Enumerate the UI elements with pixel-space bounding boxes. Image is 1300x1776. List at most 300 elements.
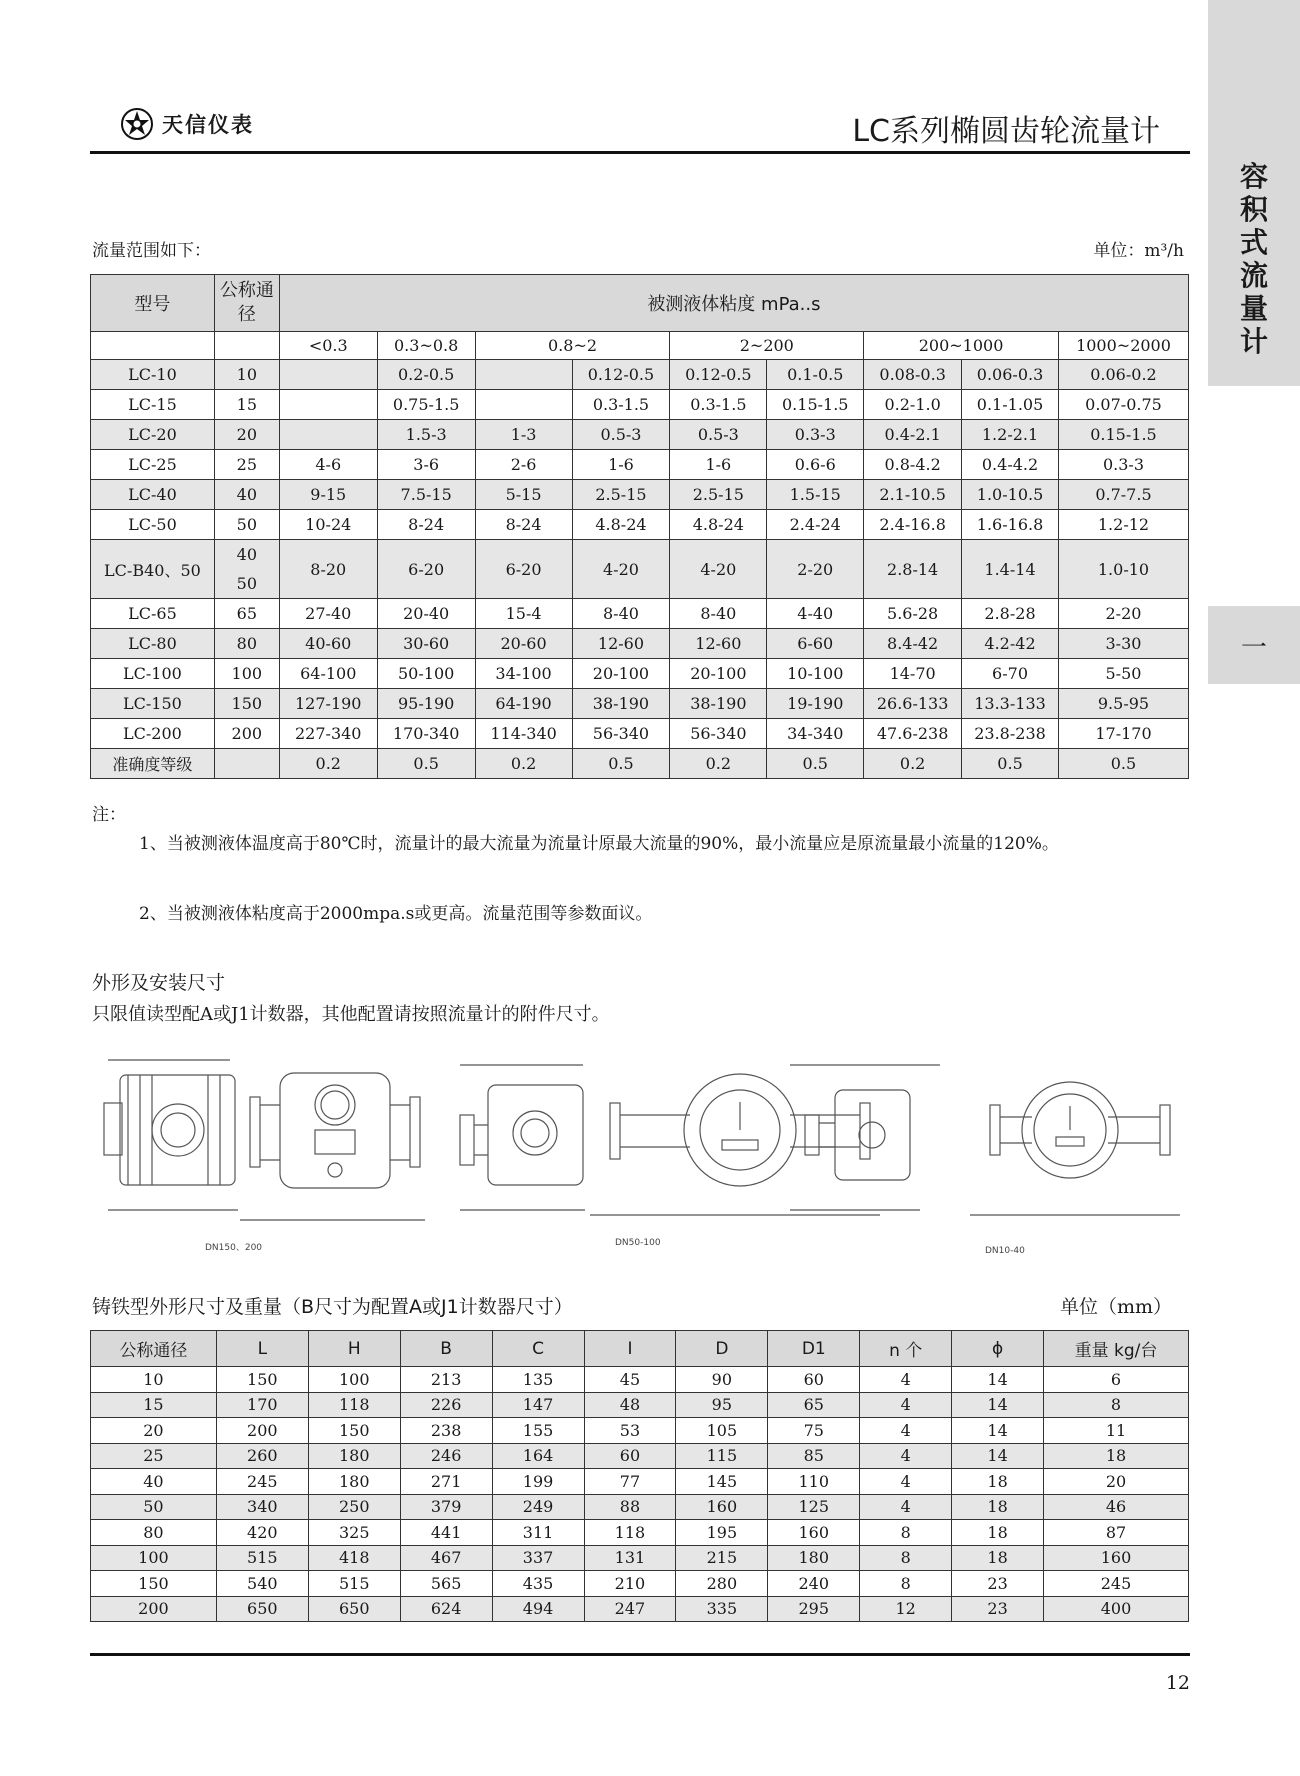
dims-cell: 199 — [492, 1469, 584, 1495]
flow-value-cell: 8-24 — [475, 510, 572, 540]
dn-cell — [214, 540, 279, 599]
dims-col-header: D — [676, 1331, 768, 1367]
dims-cell: 6 — [1044, 1367, 1189, 1393]
dims-cell: 150 — [308, 1418, 400, 1444]
dims-cell: 14 — [952, 1418, 1044, 1444]
dims-cell: 23 — [952, 1571, 1044, 1597]
dims-cell: 337 — [492, 1545, 584, 1571]
footer-divider — [90, 1653, 1190, 1656]
dims-cell: 60 — [768, 1367, 860, 1393]
flow-value-cell: 0.07-0.75 — [1058, 390, 1188, 420]
dims-cell: 515 — [216, 1545, 308, 1571]
dn-cell: 10 — [214, 360, 279, 390]
drawing-dn50-front — [590, 1074, 880, 1215]
model-cell: LC-150 — [91, 689, 215, 719]
table-row — [91, 1545, 1189, 1571]
dims-cell: 50 — [91, 1494, 217, 1520]
col-header-dn: 公称通径 — [214, 275, 279, 332]
flow-value-cell: 0.4-4.2 — [962, 450, 1059, 480]
dn-cell: 65 — [214, 599, 279, 629]
dims-cell: 110 — [768, 1469, 860, 1495]
table-row — [91, 599, 1189, 629]
flow-value-cell: 34-340 — [767, 719, 864, 749]
visc-range: 200~1000 — [864, 332, 1059, 360]
flow-value-cell: 4.2-42 — [962, 629, 1059, 659]
table-row — [91, 659, 1189, 689]
dn-cell: 50 — [214, 510, 279, 540]
flow-value-cell: 4.8-24 — [670, 510, 767, 540]
dims-cell: 18 — [952, 1520, 1044, 1546]
dims-cell: 226 — [400, 1392, 492, 1418]
flow-value-cell: 6-20 — [377, 540, 475, 599]
dn-cell: 15 — [214, 390, 279, 420]
dims-cell: 8 — [860, 1571, 952, 1597]
flow-value-cell: 0.4-2.1 — [864, 420, 962, 450]
flow-value-cell: 1.6-16.8 — [962, 510, 1059, 540]
flow-value-cell: 56-340 — [572, 719, 670, 749]
dims-cell: 88 — [584, 1494, 676, 1520]
flow-value-cell: 8-24 — [377, 510, 475, 540]
dims-cell: 18 — [1044, 1443, 1189, 1469]
dims-col-header: 公称通径 — [91, 1331, 217, 1367]
dims-cell: 14 — [952, 1367, 1044, 1393]
drawing-label: DN10-40 — [985, 1246, 1025, 1256]
dims-cell: 180 — [768, 1545, 860, 1571]
dims-cell: 100 — [91, 1545, 217, 1571]
flow-value-cell: 0.2-1.0 — [864, 390, 962, 420]
flow-value-cell: 15-4 — [475, 599, 572, 629]
visc-range: 2~200 — [670, 332, 864, 360]
dims-cell: 650 — [216, 1596, 308, 1622]
dims-cell: 11 — [1044, 1418, 1189, 1444]
flow-value-cell: 30-60 — [377, 629, 475, 659]
flow-value-cell: 10-24 — [279, 510, 377, 540]
table-row — [91, 1571, 1189, 1597]
flow-value-cell: 2.5-15 — [670, 480, 767, 510]
dims-heading: 外形及安装尺寸 — [92, 972, 226, 994]
flow-range-unit: 单位：m³/h — [1093, 241, 1184, 261]
dims-cell: 565 — [400, 1571, 492, 1597]
flow-value-cell: 38-190 — [572, 689, 670, 719]
flow-value-cell: 170-340 — [377, 719, 475, 749]
dims-col-header: 重量 kg/台 — [1044, 1331, 1189, 1367]
flow-value-cell: 12-60 — [572, 629, 670, 659]
flow-value-cell: 2-6 — [475, 450, 572, 480]
dims-cell: 250 — [308, 1494, 400, 1520]
dims-cell: 4 — [860, 1418, 952, 1444]
dims-cell: 77 — [584, 1469, 676, 1495]
flow-value-cell: 4-20 — [572, 540, 670, 599]
flow-value-cell: 2.8-28 — [962, 599, 1059, 629]
flow-value-cell: 12-60 — [670, 629, 767, 659]
flow-value-cell: 0.7-7.5 — [1058, 480, 1188, 510]
flow-value-cell: 34-100 — [475, 659, 572, 689]
header-divider — [90, 151, 1190, 154]
dims-cell: 18 — [952, 1469, 1044, 1495]
drawing-dn10-side — [790, 1065, 940, 1210]
table-row — [91, 450, 1189, 480]
dims-col-header: L — [216, 1331, 308, 1367]
flow-value-cell: 47.6-238 — [864, 719, 962, 749]
table-row — [91, 1443, 1189, 1469]
dims-cell: 85 — [768, 1443, 860, 1469]
dims-cell: 87 — [1044, 1520, 1189, 1546]
flow-value-cell: 13.3-133 — [962, 689, 1059, 719]
col-header-viscosity: 被测液体粘度 mPa..s — [279, 275, 1188, 332]
flow-value-cell: 64-100 — [279, 659, 377, 689]
flow-value-cell — [475, 390, 572, 420]
dims-note: 只限值读型配A或J1计数器，其他配置请按照流量计的附件尺寸。 — [92, 1004, 610, 1025]
flow-value-cell — [279, 360, 377, 390]
table-row — [91, 629, 1189, 659]
dims-col-header: n 个 — [860, 1331, 952, 1367]
table-row — [91, 719, 1189, 749]
flow-value-cell: 4-6 — [279, 450, 377, 480]
flow-value-cell: 26.6-133 — [864, 689, 962, 719]
flow-value-cell — [279, 420, 377, 450]
flow-value-cell: 0.5-3 — [670, 420, 767, 450]
flow-value-cell: 2.4-16.8 — [864, 510, 962, 540]
accuracy-value: 0.5 — [962, 749, 1059, 779]
flow-value-cell: 0.8-4.2 — [864, 450, 962, 480]
dims-cell: 160 — [676, 1494, 768, 1520]
dims-cell: 540 — [216, 1571, 308, 1597]
dims-cell: 150 — [91, 1571, 217, 1597]
dims-table-unit: 单位（mm） — [1059, 1296, 1172, 1318]
flow-value-cell: 20-100 — [670, 659, 767, 689]
dims-cell: 150 — [216, 1367, 308, 1393]
flow-value-cell: 6-20 — [475, 540, 572, 599]
note-item: 2、当被测液体粘度高于2000mpa.s或更高。流量范围等参数面议。 — [139, 904, 653, 924]
dims-cell: 65 — [768, 1392, 860, 1418]
flow-value-cell: 1.5-15 — [767, 480, 864, 510]
table-row — [91, 1392, 1189, 1418]
dims-cell: 435 — [492, 1571, 584, 1597]
flow-value-cell: 10-100 — [767, 659, 864, 689]
flow-value-cell: 1-6 — [572, 450, 670, 480]
flow-value-cell: 0.5-3 — [572, 420, 670, 450]
dims-cell: 25 — [91, 1443, 217, 1469]
page-number: 12 — [1165, 1672, 1190, 1694]
drawing-dn150-side — [104, 1060, 238, 1210]
dims-cell: 238 — [400, 1418, 492, 1444]
flow-value-cell: 20-60 — [475, 629, 572, 659]
flow-value-cell: 1.2-2.1 — [962, 420, 1059, 450]
flow-value-cell: 14-70 — [864, 659, 962, 689]
model-cell: LC-40 — [91, 480, 215, 510]
flow-value-cell: 0.6-6 — [767, 450, 864, 480]
drawing-label: DN50-100 — [615, 1238, 661, 1248]
dims-cell: 247 — [584, 1596, 676, 1622]
dims-cell: 46 — [1044, 1494, 1189, 1520]
dims-cell: 164 — [492, 1443, 584, 1469]
flow-value-cell: 2.5-15 — [572, 480, 670, 510]
flow-value-cell: 17-170 — [1058, 719, 1188, 749]
model-cell: LC-15 — [91, 390, 215, 420]
dims-cell: 20 — [1044, 1469, 1189, 1495]
dims-cell: 14 — [952, 1443, 1044, 1469]
dims-cell: 8 — [860, 1520, 952, 1546]
flow-value-cell: 2.8-14 — [864, 540, 962, 599]
col-header-model: 型号 — [91, 275, 215, 332]
flow-value-cell: 0.15-1.5 — [1058, 420, 1188, 450]
table-row — [91, 1520, 1189, 1546]
dims-cell: 295 — [768, 1596, 860, 1622]
dims-cell: 12 — [860, 1596, 952, 1622]
installation-drawings — [90, 1045, 1190, 1275]
model-cell: LC-25 — [91, 450, 215, 480]
flow-value-cell: 1.2-12 — [1058, 510, 1188, 540]
dims-cell: 200 — [216, 1418, 308, 1444]
dn-cell: 80 — [214, 629, 279, 659]
flow-value-cell: 2-20 — [767, 540, 864, 599]
dims-table-caption: 铸铁型外形尺寸及重量（B尺寸为配置A或J1计数器尺寸） — [92, 1296, 573, 1318]
flow-value-cell: 1.0-10 — [1058, 540, 1188, 599]
dims-cell: 467 — [400, 1545, 492, 1571]
flow-value-cell: 2.4-24 — [767, 510, 864, 540]
flow-value-cell: 0.15-1.5 — [767, 390, 864, 420]
visc-range: 0.3~0.8 — [377, 332, 475, 360]
table-row — [91, 1494, 1189, 1520]
flow-value-cell: 5-50 — [1058, 659, 1188, 689]
flow-range-caption: 流量范围如下： — [92, 241, 211, 261]
dims-col-header: D1 — [768, 1331, 860, 1367]
dims-cell: 60 — [584, 1443, 676, 1469]
accuracy-value: 0.5 — [572, 749, 670, 779]
flow-value-cell: 0.06-0.2 — [1058, 360, 1188, 390]
flow-value-cell: 0.3-1.5 — [572, 390, 670, 420]
dims-cell: 147 — [492, 1392, 584, 1418]
flow-value-cell: 3-30 — [1058, 629, 1188, 659]
flow-value-cell: 1-3 — [475, 420, 572, 450]
flow-value-cell: 6-70 — [962, 659, 1059, 689]
dims-cell: 215 — [676, 1545, 768, 1571]
dims-cell: 4 — [860, 1494, 952, 1520]
model-cell: LC-200 — [91, 719, 215, 749]
accuracy-value: 0.2 — [475, 749, 572, 779]
table-row — [91, 390, 1189, 420]
dims-cell: 379 — [400, 1494, 492, 1520]
logo-star-icon — [120, 107, 154, 141]
flow-value-cell: 5-15 — [475, 480, 572, 510]
dims-cell: 180 — [308, 1469, 400, 1495]
note-item: 1、当被测液体温度高于80℃时，流量计的最大流量为流量计原最大流量的90%，最小流量应是原流量最小流量的120%。 — [139, 834, 1059, 854]
side-tab-char: 计 — [1239, 325, 1268, 358]
dims-cell: 105 — [676, 1418, 768, 1444]
dims-cell: 494 — [492, 1596, 584, 1622]
dims-cell: 125 — [768, 1494, 860, 1520]
dims-col-header: B — [400, 1331, 492, 1367]
dims-cell: 23 — [952, 1596, 1044, 1622]
accuracy-value: 0.5 — [767, 749, 864, 779]
flow-value-cell: 0.2-0.5 — [377, 360, 475, 390]
table-row — [91, 1596, 1189, 1622]
dn-value: 50 — [236, 574, 257, 593]
side-tab-label — [1208, 160, 1300, 358]
dims-col-header: I — [584, 1331, 676, 1367]
side-tab-char: 积 — [1239, 193, 1268, 226]
flow-value-cell: 0.08-0.3 — [864, 360, 962, 390]
dims-cell: 48 — [584, 1392, 676, 1418]
dims-cell: 135 — [492, 1367, 584, 1393]
flow-value-cell: 56-340 — [670, 719, 767, 749]
dn-cell: 200 — [214, 719, 279, 749]
visc-range: 1000~2000 — [1058, 332, 1188, 360]
flow-value-cell: 95-190 — [377, 689, 475, 719]
dims-cell: 8 — [860, 1545, 952, 1571]
table-row — [91, 420, 1189, 450]
dims-cell: 155 — [492, 1418, 584, 1444]
flow-value-cell: 5.6-28 — [864, 599, 962, 629]
flow-value-cell: 3-6 — [377, 450, 475, 480]
dims-cell: 15 — [91, 1392, 217, 1418]
drawing-dn50-side — [460, 1065, 585, 1210]
dims-cell: 80 — [91, 1520, 217, 1546]
page-title: LC系列椭圆齿轮流量计 — [852, 114, 1160, 149]
flow-value-cell: 2.1-10.5 — [864, 480, 962, 510]
dims-cell: 245 — [1044, 1571, 1189, 1597]
dn-cell: 20 — [214, 420, 279, 450]
model-cell: LC-50 — [91, 510, 215, 540]
dims-cell: 418 — [308, 1545, 400, 1571]
flow-value-cell: 9.5-95 — [1058, 689, 1188, 719]
dims-cell: 145 — [676, 1469, 768, 1495]
dims-cell: 180 — [308, 1443, 400, 1469]
flow-value-cell: 1.4-14 — [962, 540, 1059, 599]
dims-cell: 75 — [768, 1418, 860, 1444]
model-cell: LC-100 — [91, 659, 215, 689]
flow-value-cell: 20-40 — [377, 599, 475, 629]
dn-value: 40 — [236, 545, 257, 564]
flow-value-cell: 0.3-3 — [767, 420, 864, 450]
accuracy-value: 0.2 — [670, 749, 767, 779]
dims-cell: 271 — [400, 1469, 492, 1495]
dims-cell: 90 — [676, 1367, 768, 1393]
flow-value-cell: 27-40 — [279, 599, 377, 629]
model-cell: LC-80 — [91, 629, 215, 659]
flow-value-cell: 23.8-238 — [962, 719, 1059, 749]
flow-value-cell: 64-190 — [475, 689, 572, 719]
flow-value-cell: 0.12-0.5 — [572, 360, 670, 390]
accuracy-value: 0.2 — [864, 749, 962, 779]
drawing-dn10-front — [970, 1082, 1180, 1215]
flow-value-cell: 8-20 — [279, 540, 377, 599]
flow-value-cell: 0.1-1.05 — [962, 390, 1059, 420]
flow-value-cell — [475, 360, 572, 390]
dims-cell: 118 — [584, 1520, 676, 1546]
flow-value-cell: 0.12-0.5 — [670, 360, 767, 390]
table-row — [91, 1367, 1189, 1393]
dims-cell: 115 — [676, 1443, 768, 1469]
dims-cell: 4 — [860, 1469, 952, 1495]
flow-value-cell: 6-60 — [767, 629, 864, 659]
dims-cell: 45 — [584, 1367, 676, 1393]
dims-cell: 311 — [492, 1520, 584, 1546]
dims-cell: 20 — [91, 1418, 217, 1444]
flow-value-cell: 8.4-42 — [864, 629, 962, 659]
brand-name: 天信仪表 — [162, 112, 254, 137]
dims-cell: 131 — [584, 1545, 676, 1571]
dims-col-header: C — [492, 1331, 584, 1367]
visc-range: <0.3 — [279, 332, 377, 360]
dn-cell: 40 — [214, 480, 279, 510]
dims-cell: 18 — [952, 1545, 1044, 1571]
flow-value-cell: 227-340 — [279, 719, 377, 749]
flow-value-cell: 114-340 — [475, 719, 572, 749]
chapter-tab: 一 — [1208, 606, 1300, 684]
dims-cell: 100 — [308, 1367, 400, 1393]
drawing-dn150-front — [240, 1073, 425, 1220]
notes-title: 注： — [92, 805, 126, 825]
flow-value-cell: 4-20 — [670, 540, 767, 599]
dims-cell: 515 — [308, 1571, 400, 1597]
dims-cell: 4 — [860, 1443, 952, 1469]
dims-cell: 8 — [1044, 1392, 1189, 1418]
model-cell: LC-65 — [91, 599, 215, 629]
dims-cell: 4 — [860, 1367, 952, 1393]
dims-cell: 170 — [216, 1392, 308, 1418]
dims-cell: 14 — [952, 1392, 1044, 1418]
drawing-label: DN150、200 — [205, 1243, 263, 1253]
side-tab-char: 流 — [1239, 259, 1268, 292]
table-row — [91, 1418, 1189, 1444]
dims-cell: 160 — [1044, 1545, 1189, 1571]
flow-value-cell: 1.0-10.5 — [962, 480, 1059, 510]
dims-cell: 245 — [216, 1469, 308, 1495]
flow-value-cell: 1.5-3 — [377, 420, 475, 450]
flow-value-cell: 0.06-0.3 — [962, 360, 1059, 390]
dn-cell: 100 — [214, 659, 279, 689]
dims-col-header: ϕ — [952, 1331, 1044, 1367]
table-row — [91, 360, 1189, 390]
flow-value-cell: 2-20 — [1058, 599, 1188, 629]
dims-cell: 40 — [91, 1469, 217, 1495]
accuracy-label: 准确度等级 — [91, 749, 215, 779]
accuracy-value: 0.2 — [279, 749, 377, 779]
dims-cell: 240 — [768, 1571, 860, 1597]
dims-cell: 118 — [308, 1392, 400, 1418]
dims-cell: 213 — [400, 1367, 492, 1393]
flow-value-cell: 127-190 — [279, 689, 377, 719]
accuracy-row — [91, 749, 1189, 779]
dims-cell: 441 — [400, 1520, 492, 1546]
dims-cell: 624 — [400, 1596, 492, 1622]
dims-cell: 200 — [91, 1596, 217, 1622]
dims-cell: 260 — [216, 1443, 308, 1469]
dims-cell: 280 — [676, 1571, 768, 1597]
table-row — [91, 480, 1189, 510]
table-row — [91, 689, 1189, 719]
dims-cell: 195 — [676, 1520, 768, 1546]
dims-cell: 210 — [584, 1571, 676, 1597]
dims-cell: 400 — [1044, 1596, 1189, 1622]
dims-cell: 650 — [308, 1596, 400, 1622]
table-row — [91, 540, 1189, 599]
model-cell: LC-B40、50 — [91, 540, 215, 599]
side-tab-char: 容 — [1239, 160, 1268, 193]
flow-value-cell: 0.75-1.5 — [377, 390, 475, 420]
side-tab-char: 式 — [1239, 226, 1268, 259]
dims-cell: 249 — [492, 1494, 584, 1520]
flow-value-cell: 40-60 — [279, 629, 377, 659]
dims-cell: 10 — [91, 1367, 217, 1393]
dn-cell: 25 — [214, 450, 279, 480]
dims-cell: 340 — [216, 1494, 308, 1520]
flow-value-cell — [279, 390, 377, 420]
flow-value-cell: 8-40 — [572, 599, 670, 629]
flow-value-cell: 4.8-24 — [572, 510, 670, 540]
flow-value-cell: 0.3-1.5 — [670, 390, 767, 420]
